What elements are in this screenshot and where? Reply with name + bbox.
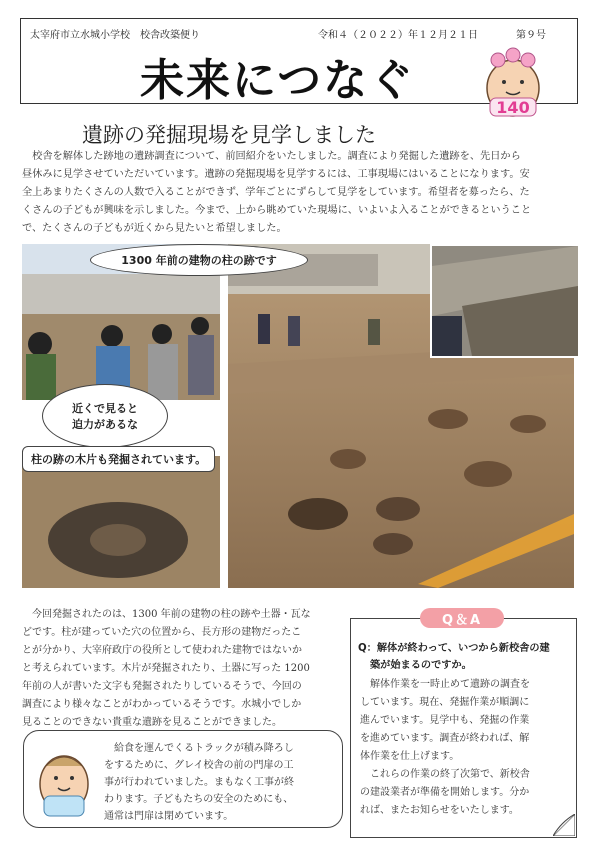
page-curl-icon [553,814,575,836]
issue-date: 令和４（２０２２）年１２月２１日 [318,30,478,41]
speech-bubble-pillar: 1300 年前の建物の柱の跡です [90,244,308,276]
intro-line: 校舎を解体した跡地の遺跡調査について、前回紹介をいたしました。調査により発掘した遺跡を、先日から [22,151,521,162]
article-title: 遺跡の発掘現場を見学しました [82,123,376,147]
notice-line: 通常は門扉は閉めています。 [104,811,234,822]
speech-bubble-close [42,384,168,448]
notice-line: をするために、グレイ校舎の前の門扉の工 [104,760,294,771]
intro-line: 全上あまりたくさんの人数で入ることができず、学年ごとにずらして見学をしています。希望者を募ったら、た [22,187,530,198]
school-name: 太宰府市立水城小学校 校舎改築便り [30,30,200,41]
mascot-character-icon [32,748,96,818]
answer-line: 体作業を仕上げます。 [360,751,460,762]
findings-line: どです。柱が建っていた穴の位置から、長方形の建物だったこ [22,627,302,638]
answer-line: れば、またお知らせをいたします。 [360,805,519,816]
findings-line: 調査により様々なことがわかっているそうです。水城小でしか [22,699,302,710]
notice-line: 給食を運んでくるトラックが積み降ろし [104,743,294,754]
newsletter-title: 未来につなぐ [140,55,416,106]
answer-line: の建設業者が準備を開始します。分か [360,787,530,798]
answer-line: を進めています。調査が終われば、解 [360,733,530,744]
dig-detail-photo [430,244,580,358]
question-line: Q：解体が終わって、いつから新校舎の建 [358,643,550,654]
gate-notice-text [104,740,340,825]
mascot-badge-number: 140 [496,98,530,117]
question-line: 築が始まるのですか。 [370,660,472,671]
wood-caption: 柱の跡の木片も発掘されています。 [22,446,215,472]
intro-line: 昼休みに見学させていただいています。遺跡の発掘現場を見学するには、工事現場にはいることになります。安 [22,169,530,180]
answer-line: 進んでいます。見学中も、発掘の作業 [360,715,530,726]
findings-paragraph [22,606,348,732]
intro-line: くさんの子どもが興味を示しました。今まで、上から眺めていた現場に、いよいよ入ることができるということ [22,205,532,216]
intro-line: で、たくさんの子どもが近くから見たいと希望しました。 [22,223,287,234]
mascot-logo [478,46,548,118]
pillar-wood-photo [22,456,220,588]
answer-line: これらの作業の終了次第で、新校舎 [360,769,530,780]
qa-answer [360,676,574,820]
notice-line: 事が行われていました。まもなく工事が終 [104,777,294,788]
answer-line: しています。現在、発掘作業が順調に [360,697,530,708]
bubble-line: 近くで見ると [72,402,138,415]
findings-line: 今回発掘されたのは、1300 年前の建物の柱の跡や土器・瓦な [22,609,311,620]
findings-line: と考えられています。木片が発掘されたり、土器に写った 1200 [22,663,310,674]
bubble-line: 迫力があるな [72,418,138,431]
findings-line: とが分かり、大宰府政庁の役所として使われた建物ではないか [22,645,302,656]
intro-paragraph [22,148,578,238]
answer-line: 解体作業を一時止めて遺跡の調査を [360,679,530,690]
findings-line: 見ることのできない貴重な遺跡を見ることができました。 [22,717,282,728]
notice-line: わります。子どもたちの安全のためにも、 [104,794,294,805]
qa-question [358,640,574,674]
issue-number: 第９号 [516,30,546,41]
qa-badge: Q＆A [420,608,504,628]
findings-line: 年前の人が書いた文字も発掘されたりしているそうで、今回の [22,681,302,692]
